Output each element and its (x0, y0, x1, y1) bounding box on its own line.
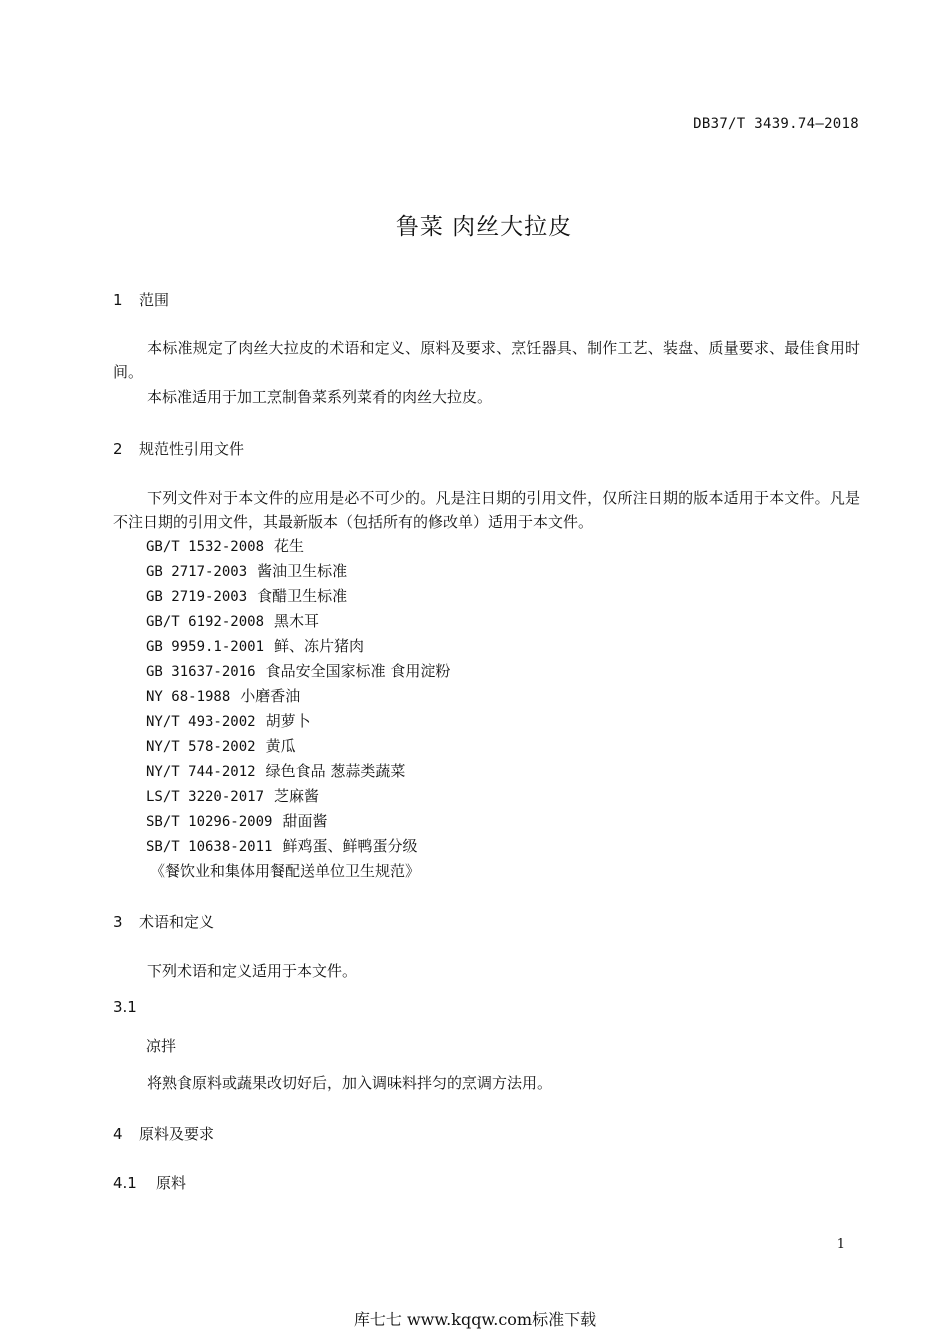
reference-item (146, 610, 319, 631)
reference-item (146, 685, 300, 706)
reference-code: GB 9959.1-2001 (146, 639, 265, 655)
reference-item (146, 635, 364, 656)
reference-name: 绿色食品 葱蒜类蔬菜 (265, 762, 406, 780)
reference-item (146, 660, 450, 681)
reference-item (146, 560, 347, 581)
reference-code: SB/T 10638-2011 (146, 839, 273, 855)
paragraph (113, 385, 860, 409)
reference-item (146, 835, 417, 856)
footer-watermark: 库七七 www.kqqw.com标准下载 (353, 1310, 597, 1329)
subsection-heading-raw-materials (113, 1172, 186, 1193)
reference-name: 甜面酱 (282, 812, 328, 830)
reference-item (146, 810, 327, 831)
reference-name: 胡萝卜 (265, 712, 311, 730)
section-title: 原料及要求 (139, 1125, 215, 1143)
section-heading-terms (113, 911, 214, 932)
reference-item (146, 785, 319, 806)
reference-name: 小磨香油 (240, 687, 301, 705)
reference-code: GB 31637-2016 (146, 664, 256, 680)
reference-name: 黄瓜 (265, 737, 296, 755)
reference-name: 鲜鸡蛋、鲜鸭蛋分级 (282, 837, 418, 855)
reference-item-regulation: 《餐饮业和集体用餐配送单位卫生规范》 (150, 862, 421, 880)
section-heading-materials (113, 1123, 214, 1144)
reference-item (146, 535, 304, 556)
subsection-number: 4.1 (113, 1174, 137, 1192)
reference-name: 酱油卫生标准 (257, 562, 348, 580)
reference-code: GB/T 1532-2008 (146, 539, 265, 555)
reference-code: NY 68-1988 (146, 689, 231, 705)
reference-name: 鲜、冻片猪肉 (274, 637, 365, 655)
section-title: 范围 (139, 291, 170, 309)
subsection-number: 3.1 (113, 998, 137, 1016)
reference-name: 花生 (274, 537, 305, 555)
paragraph-text: 下列文件对于本文件的应用是必不可少的。凡是注日期的引用文件，仅所注日期的版本适用于本文件。凡是不注日期的引用文件，其最新版本（包括所有的修改单）适用于本文件。 (113, 489, 860, 531)
section-heading-normative-references (113, 438, 244, 459)
paragraph-text: 下列术语和定义适用于本文件。 (147, 962, 358, 980)
document-title: 鲁菜 肉丝大拉皮 (395, 214, 573, 240)
reference-name: 食品安全国家标准 食用淀粉 (265, 662, 451, 680)
paragraph-text: 本标准规定了肉丝大拉皮的术语和定义、原料及要求、烹饪器具、制作工艺、装盘、质量要求、最佳食用时间。 (113, 339, 860, 381)
section-number: 2 (113, 440, 123, 458)
page-number: 1 (836, 1237, 845, 1252)
paragraph-text: 将熟食原料或蔬果改切好后，加入调味料拌匀的烹调方法用。 (147, 1074, 553, 1092)
section-number: 1 (113, 291, 123, 309)
section-heading-scope (113, 289, 169, 310)
reference-code: NY/T 744-2012 (146, 764, 256, 780)
section-number: 3 (113, 913, 123, 931)
reference-name: 黑木耳 (274, 612, 320, 630)
reference-code: NY/T 578-2002 (146, 739, 256, 755)
section-title: 术语和定义 (139, 913, 215, 931)
reference-code: GB 2717-2003 (146, 564, 248, 580)
term-title: 凉拌 (146, 1037, 177, 1055)
reference-item (146, 735, 296, 756)
reference-item (146, 760, 405, 781)
reference-code: LS/T 3220-2017 (146, 789, 265, 805)
reference-code: NY/T 493-2002 (146, 714, 256, 730)
reference-name: 芝麻酱 (274, 787, 320, 805)
paragraph (113, 336, 860, 384)
paragraph (113, 959, 860, 983)
document-code: DB37/T 3439.74—2018 (693, 116, 859, 132)
paragraph-text: 本标准适用于加工烹制鲁菜系列菜肴的肉丝大拉皮。 (147, 388, 493, 406)
section-number: 4 (113, 1125, 123, 1143)
section-title: 规范性引用文件 (139, 440, 245, 458)
reference-item (146, 710, 311, 731)
paragraph (113, 486, 860, 534)
subsection-title: 原料 (156, 1174, 187, 1192)
term-definition (113, 1071, 860, 1095)
reference-code: GB 2719-2003 (146, 589, 248, 605)
reference-item (146, 585, 347, 606)
reference-code: GB/T 6192-2008 (146, 614, 265, 630)
reference-name: 食醋卫生标准 (257, 587, 348, 605)
reference-code: SB/T 10296-2009 (146, 814, 273, 830)
